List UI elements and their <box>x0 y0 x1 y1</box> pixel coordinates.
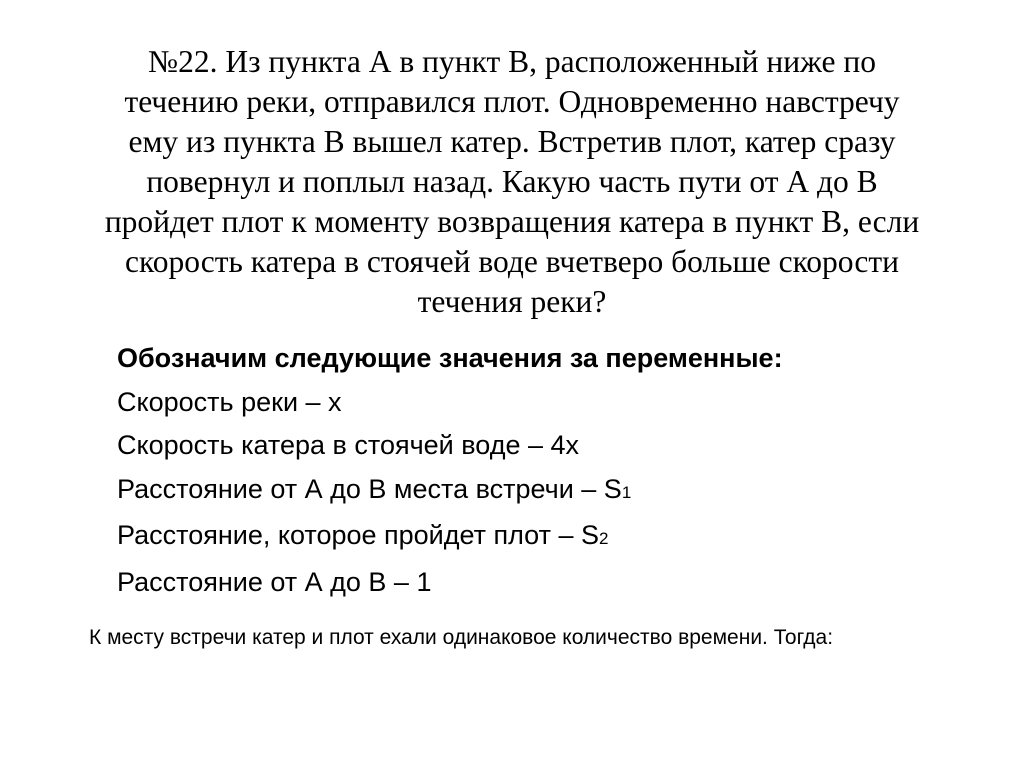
problem-line: пройдет плот к моменту возвращения катера в пункт В, если <box>104 204 920 239</box>
variable-river-speed <box>117 381 977 425</box>
variable-subscript: 1 <box>621 482 632 502</box>
problem-line: №22. Из пункта А в пункт В, расположенный ниже по <box>148 44 876 79</box>
variable-text: Расстояние от А до В места встречи – S <box>117 473 622 504</box>
variable-text: Расстояние, которое пройдет плот – S <box>117 520 599 550</box>
variable-boat-speed <box>117 424 977 468</box>
variables-heading: Обозначим следующие значения за переменные: <box>117 343 783 373</box>
problem-line: течения реки? <box>417 284 607 319</box>
variable-total-distance <box>117 561 977 605</box>
variable-subscript: 2 <box>598 529 609 548</box>
problem-line: ему из пункта В вышел катер. Встретив плот, катер сразу <box>128 124 896 159</box>
conclusion-text: К месту встречи катер и плот ехали одинаковое количество времени. Тогда: <box>89 626 834 649</box>
variable-raft-distance <box>117 514 977 561</box>
variable-text: Расстояние от А до В – 1 <box>117 566 432 597</box>
problem-line: течению реки, отправился плот. Одновременно навстречу <box>124 84 900 119</box>
variable-meeting-distance <box>117 468 977 515</box>
variable-text: Скорость реки – х <box>117 386 342 417</box>
variables-list <box>117 337 977 604</box>
problem-line: скорость катера в стоячей воде вчетверо больше скорости <box>125 244 899 279</box>
problem-statement <box>60 42 964 322</box>
problem-line: повернул и поплыл назад. Какую часть пути от А до В <box>146 164 878 199</box>
variable-text: Скорость катера в стоячей воде – 4х <box>117 430 580 460</box>
